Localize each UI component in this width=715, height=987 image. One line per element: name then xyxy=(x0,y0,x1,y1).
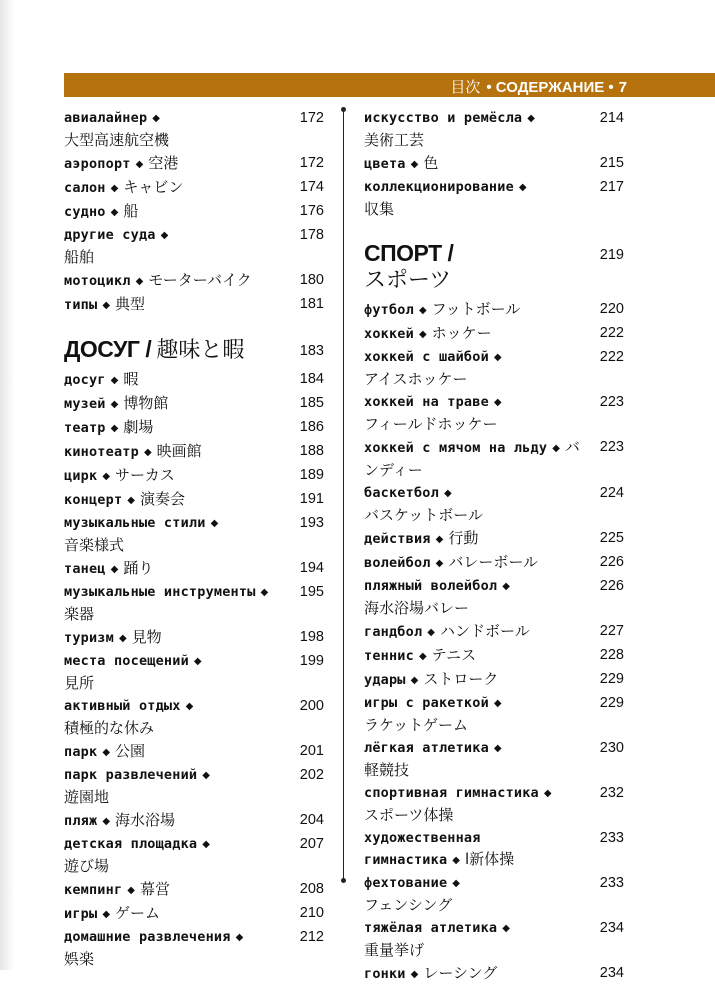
toc-entry[interactable] xyxy=(364,347,624,391)
bullet-icon: ◆ xyxy=(127,885,135,896)
entry-title-ru: аэропорт xyxy=(64,156,131,172)
entry-title-ru: гандбол xyxy=(364,624,423,640)
entry-title-jp: ラケットゲーム xyxy=(364,716,468,734)
bullet-icon: ◆ xyxy=(102,471,111,482)
bullet-icon: ◆ xyxy=(152,113,160,124)
entry-title-ru: музыкальные стили xyxy=(64,515,206,531)
toc-column-left xyxy=(64,108,324,972)
bullet-icon: ◆ xyxy=(452,855,460,866)
entry-title-jp: フェンシング xyxy=(364,896,453,914)
entry-page: 229 xyxy=(599,695,624,711)
entry-page: 185 xyxy=(299,395,324,411)
entry-page: 224 xyxy=(599,485,624,501)
bullet-icon: ◆ xyxy=(435,558,444,569)
entry-title-jp: フットボール xyxy=(431,300,521,318)
entry-title-jp: 踊り xyxy=(123,559,154,577)
entry-title-ru: кемпинг xyxy=(64,882,123,898)
entry-page: 195 xyxy=(299,584,324,600)
section-page: 183 xyxy=(299,343,324,359)
toc-entry[interactable] xyxy=(64,201,324,224)
bullet-icon: ◆ xyxy=(493,397,502,408)
toc-column-right xyxy=(364,108,624,987)
toc-entry[interactable] xyxy=(364,669,624,692)
entry-title-jp: 行動 xyxy=(448,529,479,547)
entry-page: 199 xyxy=(299,653,324,669)
entry-title-ru: волейбол xyxy=(364,555,431,571)
bullet-icon: ◆ xyxy=(260,587,269,598)
page-number: 7 xyxy=(618,79,627,96)
entry-page: 210 xyxy=(299,905,324,921)
bullet-icon: ◆ xyxy=(443,488,452,499)
entry-page: 201 xyxy=(299,743,324,759)
entry-title-jp: 公園 xyxy=(115,742,146,760)
entry-title-ru: искусство и ремёсла xyxy=(364,110,523,126)
bullet-icon: ◆ xyxy=(102,909,111,920)
entry-page: 226 xyxy=(599,554,624,570)
entry-title-jp: 遊び場 xyxy=(64,857,110,875)
toc-entry[interactable] xyxy=(364,299,624,322)
bullet-icon: ◆ xyxy=(543,788,552,799)
section-heading xyxy=(364,239,624,295)
entry-title-ru: пляжный волейбол xyxy=(364,578,498,594)
entry-title-ru: спортивная гимнастика xyxy=(364,785,539,801)
entry-title-jp: ホッケー xyxy=(431,324,492,342)
bullet-icon: ◆ xyxy=(518,182,527,193)
entry-title-ru: кинотеатр xyxy=(64,444,139,460)
entry-title-jp: 収集 xyxy=(364,200,395,218)
entry-page: 222 xyxy=(599,349,624,365)
toc-entry[interactable] xyxy=(64,177,324,200)
bullet-icon: ◆ xyxy=(235,932,244,943)
entry-page: 222 xyxy=(599,325,624,341)
toc-entry[interactable] xyxy=(64,927,324,971)
entry-title-ru: парк развлечений xyxy=(64,767,198,783)
entry-title-ru: хоккей с шайбой xyxy=(364,349,489,365)
entry-title-jp: 劇場 xyxy=(123,418,154,436)
bullet-icon: ◆ xyxy=(127,495,135,506)
entry-title-ru: хоккей с мячом на льду xyxy=(364,440,548,456)
bullet-icon: ◆ xyxy=(185,701,194,712)
toc-entry[interactable] xyxy=(64,489,324,512)
entry-page: 208 xyxy=(299,881,324,897)
entry-title-jp: 海水浴場バレー xyxy=(364,599,470,617)
bullet-icon: ◆ xyxy=(110,207,119,218)
toc-entry[interactable] xyxy=(364,873,624,917)
entry-page: 227 xyxy=(599,623,624,639)
entry-page: 223 xyxy=(599,394,624,410)
entry-title-jp: スポーツ体操 xyxy=(364,806,454,824)
bullet-icon: ◆ xyxy=(410,159,419,170)
bullet-icon: ◆ xyxy=(552,443,560,454)
column-divider xyxy=(343,110,344,880)
entry-page: 178 xyxy=(299,227,324,243)
entry-title-jp: バレーボール xyxy=(448,553,539,571)
entry-title-ru: салон xyxy=(64,180,106,196)
page-edge-shadow xyxy=(0,0,14,970)
toc-entry[interactable] xyxy=(364,153,624,176)
bullet-icon: ◆ xyxy=(110,423,119,434)
entry-page: 180 xyxy=(299,272,324,288)
entry-page: 217 xyxy=(599,179,624,195)
bullet-icon: ◆ xyxy=(102,747,111,758)
bullet-icon: ◆ xyxy=(452,878,460,889)
entry-title-jp: 幕営 xyxy=(140,880,171,898)
entry-title-jp: 大型高速航空機 xyxy=(64,131,170,149)
entry-page: 232 xyxy=(599,785,624,801)
entry-title-jp: バンディー xyxy=(364,438,580,479)
bullet-icon: ◆ xyxy=(493,698,502,709)
toc-entry[interactable] xyxy=(64,834,324,878)
entry-title-jp: 見所 xyxy=(64,674,95,692)
entry-page: 172 xyxy=(299,110,324,126)
entry-title-ru: теннис xyxy=(364,648,414,664)
toc-entry[interactable] xyxy=(364,177,624,221)
entry-page: 184 xyxy=(299,371,324,387)
entry-title-jp: ストローク xyxy=(423,670,499,688)
entry-title-ru: туризм xyxy=(64,630,114,646)
toc-entry[interactable] xyxy=(64,225,324,269)
entry-title-ru: цвета xyxy=(364,156,406,172)
bullet-icon: ◆ xyxy=(102,816,111,827)
toc-entry[interactable] xyxy=(64,294,324,317)
entry-title-jp: 空港 xyxy=(148,154,179,172)
entry-page: 234 xyxy=(599,920,624,936)
entry-page: 204 xyxy=(299,812,324,828)
bullet-icon: ◆ xyxy=(110,399,119,410)
header-title xyxy=(450,76,627,97)
entry-page: 198 xyxy=(299,629,324,645)
toc-entry[interactable] xyxy=(364,693,624,737)
entry-title-ru: игры с ракеткой xyxy=(364,695,489,711)
bullet-icon: ◆ xyxy=(202,839,210,850)
entry-title-jp: 娯楽 xyxy=(64,950,95,968)
entry-title-ru: театр xyxy=(64,420,106,436)
entry-page: 172 xyxy=(299,155,324,171)
toc-entry[interactable] xyxy=(364,645,624,668)
entry-title-ru: детская площадка xyxy=(64,836,198,852)
running-header xyxy=(64,73,715,97)
toc-entry[interactable] xyxy=(64,879,324,902)
entry-title-ru: тяжёлая атлетика xyxy=(364,920,498,936)
toc-entry[interactable] xyxy=(64,741,324,764)
entry-title-ru: гонки xyxy=(364,966,406,982)
entry-page: 200 xyxy=(299,698,324,714)
header-jp: 目次 xyxy=(450,78,481,96)
entry-page: 191 xyxy=(299,491,324,507)
toc-entry[interactable] xyxy=(364,323,624,346)
entry-page: 215 xyxy=(599,155,624,171)
bullet-icon: ◆ xyxy=(427,627,435,638)
toc-entry[interactable] xyxy=(364,963,624,986)
bullet-icon: ◆ xyxy=(418,329,427,340)
entry-page: 225 xyxy=(599,530,624,546)
entry-title-jp: サーカス xyxy=(115,466,175,484)
entry-title-jp: アイスホッケー xyxy=(364,370,468,388)
bullet-icon: ◆ xyxy=(135,159,144,170)
entry-title-jp: 演奏会 xyxy=(140,490,186,508)
toc-entry[interactable] xyxy=(64,627,324,650)
section-heading xyxy=(64,335,324,365)
toc-entry[interactable] xyxy=(364,108,624,152)
toc-entry[interactable] xyxy=(364,621,624,644)
toc-entry[interactable] xyxy=(64,903,324,926)
entry-page: 189 xyxy=(299,467,324,483)
entry-title-ru: цирк xyxy=(64,468,98,484)
entry-page: 188 xyxy=(299,443,324,459)
toc-entry[interactable] xyxy=(64,696,324,740)
entry-title-ru: авиалайнер xyxy=(64,110,148,126)
bullet-icon: ◆ xyxy=(202,770,210,781)
entry-title-jp: 映画館 xyxy=(156,442,202,460)
bullet-icon: ◆ xyxy=(110,375,119,386)
section-title-ru: СПОРТ / xyxy=(364,240,454,266)
bullet-icon: ◆ xyxy=(418,305,427,316)
entry-page: 212 xyxy=(299,929,324,945)
entry-title-jp: テニス xyxy=(431,646,477,664)
toc-entry[interactable] xyxy=(364,528,624,551)
entry-title-ru: баскетбол xyxy=(364,485,439,501)
entry-page: 230 xyxy=(599,740,624,756)
entry-title-ru: пляж xyxy=(64,813,98,829)
bullet-icon: ◆ xyxy=(210,518,219,529)
entry-title-jp: 音楽様式 xyxy=(64,536,125,554)
entry-page: 214 xyxy=(599,110,624,126)
entry-title-ru: хоккей на траве xyxy=(364,394,489,410)
entry-title-ru: хоккей xyxy=(364,326,414,342)
toc-entry[interactable] xyxy=(64,513,324,557)
entry-page: 233 xyxy=(599,830,624,846)
entry-title-ru: домашние развлечения xyxy=(64,929,231,945)
section-title-jp: スポーツ xyxy=(364,268,452,293)
bullet-icon: ◆ xyxy=(493,743,502,754)
entry-title-ru: концерт xyxy=(64,492,123,508)
toc-entry[interactable] xyxy=(364,918,624,962)
entry-title-ru: активный отдых xyxy=(64,698,181,714)
toc-entry[interactable] xyxy=(364,552,624,575)
entry-title-jp: 美術工芸 xyxy=(364,131,425,149)
entry-title-ru: футбол xyxy=(364,302,414,318)
bullet-icon: ◆ xyxy=(110,183,119,194)
bullet-icon: ◆ xyxy=(143,447,152,458)
entry-page: 202 xyxy=(299,767,324,783)
bullet-icon: ◆ xyxy=(118,633,127,644)
entry-title-jp: モーターバイク xyxy=(148,271,252,289)
entry-page: 193 xyxy=(299,515,324,531)
entry-title-ru: игры xyxy=(64,906,98,922)
bullet-icon: ◆ xyxy=(102,300,111,311)
entry-title-jp: 船舶 xyxy=(64,248,95,266)
entry-page: 194 xyxy=(299,560,324,576)
entry-title-jp: レーシング xyxy=(423,964,498,982)
toc-entry[interactable] xyxy=(64,651,324,695)
entry-page: 229 xyxy=(599,671,624,687)
entry-title-ru: другие суда xyxy=(64,227,156,243)
entry-title-jp: 海水浴場 xyxy=(115,811,176,829)
entry-title-ru: танец xyxy=(64,561,106,577)
entry-page: 174 xyxy=(299,179,324,195)
entry-title-ru: лёгкая атлетика xyxy=(364,740,489,756)
entry-title-jp: ハンドボール xyxy=(440,622,530,640)
toc-entry[interactable] xyxy=(64,765,324,809)
bullet-icon: ◆ xyxy=(435,534,444,545)
bullet-icon: ◆ xyxy=(193,656,202,667)
toc-entry[interactable] xyxy=(364,437,624,482)
toc-entry[interactable] xyxy=(64,369,324,392)
toc-entry[interactable] xyxy=(364,783,624,827)
entry-page: 234 xyxy=(599,965,624,981)
bullet-icon: ◆ xyxy=(410,675,419,686)
bullet-icon: ◆ xyxy=(160,230,169,241)
entry-title-jp: 重量挙げ xyxy=(364,941,425,959)
entry-title-jp: 船 xyxy=(123,202,139,220)
entry-title-jp: フィールドホッケー xyxy=(364,415,498,433)
entry-title-jp: 見物 xyxy=(131,628,162,646)
toc-entry[interactable] xyxy=(64,108,324,152)
toc-entry[interactable] xyxy=(64,270,324,293)
entry-title-jp: 暇 xyxy=(123,370,139,388)
toc-entry[interactable] xyxy=(364,392,624,436)
toc-entry[interactable] xyxy=(64,810,324,833)
toc-entry[interactable] xyxy=(364,828,624,872)
entry-title-ru: типы xyxy=(64,297,98,313)
toc-entry[interactable] xyxy=(64,558,324,581)
entry-title-ru: музыкальные инструменты xyxy=(64,584,256,600)
entry-title-jp: 博物館 xyxy=(123,394,169,412)
entry-page: 223 xyxy=(599,439,624,455)
section-title-jp: 趣味と暇 xyxy=(156,338,245,363)
entry-title-jp: 軽競技 xyxy=(364,761,410,779)
entry-page: 228 xyxy=(599,647,624,663)
entry-title-ru: парк xyxy=(64,744,98,760)
entry-page: 233 xyxy=(599,875,624,891)
bullet-icon: ◆ xyxy=(502,923,510,934)
toc-entry[interactable] xyxy=(64,417,324,440)
entry-title-jp: 積極的な休み xyxy=(64,719,155,737)
entry-page: 220 xyxy=(599,301,624,317)
entry-title-ru: места посещений xyxy=(64,653,189,669)
header-ru: • СОДЕРЖАНИЕ • xyxy=(486,79,614,96)
toc-entry[interactable] xyxy=(364,738,624,782)
toc-entry[interactable] xyxy=(64,582,324,626)
entry-title-ru: досуг xyxy=(64,372,106,388)
toc-entry[interactable] xyxy=(364,576,624,620)
bullet-icon: ◆ xyxy=(110,564,119,575)
toc-entry[interactable] xyxy=(64,393,324,416)
toc-entry[interactable] xyxy=(64,153,324,176)
bullet-icon: ◆ xyxy=(410,969,419,980)
entry-title-jp: l新体操 xyxy=(464,850,515,868)
entry-title-ru: действия xyxy=(364,531,431,547)
entry-page: 176 xyxy=(299,203,324,219)
entry-page: 226 xyxy=(599,578,624,594)
bullet-icon: ◆ xyxy=(493,352,502,363)
entry-title-jp: 楽器 xyxy=(64,605,95,623)
entry-title-jp: 色 xyxy=(423,154,439,172)
section-title-ru: ДОСУГ / xyxy=(64,336,152,362)
section-page: 219 xyxy=(599,247,624,263)
entry-page: 207 xyxy=(299,836,324,852)
entry-title-jp: 典型 xyxy=(115,295,146,313)
toc-entry[interactable] xyxy=(364,483,624,527)
entry-title-ru: музей xyxy=(64,396,106,412)
toc-entry[interactable] xyxy=(64,441,324,464)
bullet-icon: ◆ xyxy=(135,276,144,287)
entry-title-ru: коллекционирование xyxy=(364,179,514,195)
entry-title-ru: художественная гимнастика xyxy=(364,830,481,868)
entry-title-jp: 遊園地 xyxy=(64,788,110,806)
entry-page: 181 xyxy=(299,296,324,312)
entry-title-ru: мотоцикл xyxy=(64,273,131,289)
entry-title-jp: キャビン xyxy=(123,178,184,196)
entry-title-ru: удары xyxy=(364,672,406,688)
entry-title-jp: バスケットボール xyxy=(364,506,483,524)
entry-title-ru: судно xyxy=(64,204,106,220)
bullet-icon: ◆ xyxy=(502,581,510,592)
toc-entry[interactable] xyxy=(64,465,324,488)
entry-title-jp: ゲーム xyxy=(115,904,161,922)
entry-page: 186 xyxy=(299,419,324,435)
bullet-icon: ◆ xyxy=(418,651,427,662)
bullet-icon: ◆ xyxy=(527,113,535,124)
entry-title-ru: фехтование xyxy=(364,875,448,891)
